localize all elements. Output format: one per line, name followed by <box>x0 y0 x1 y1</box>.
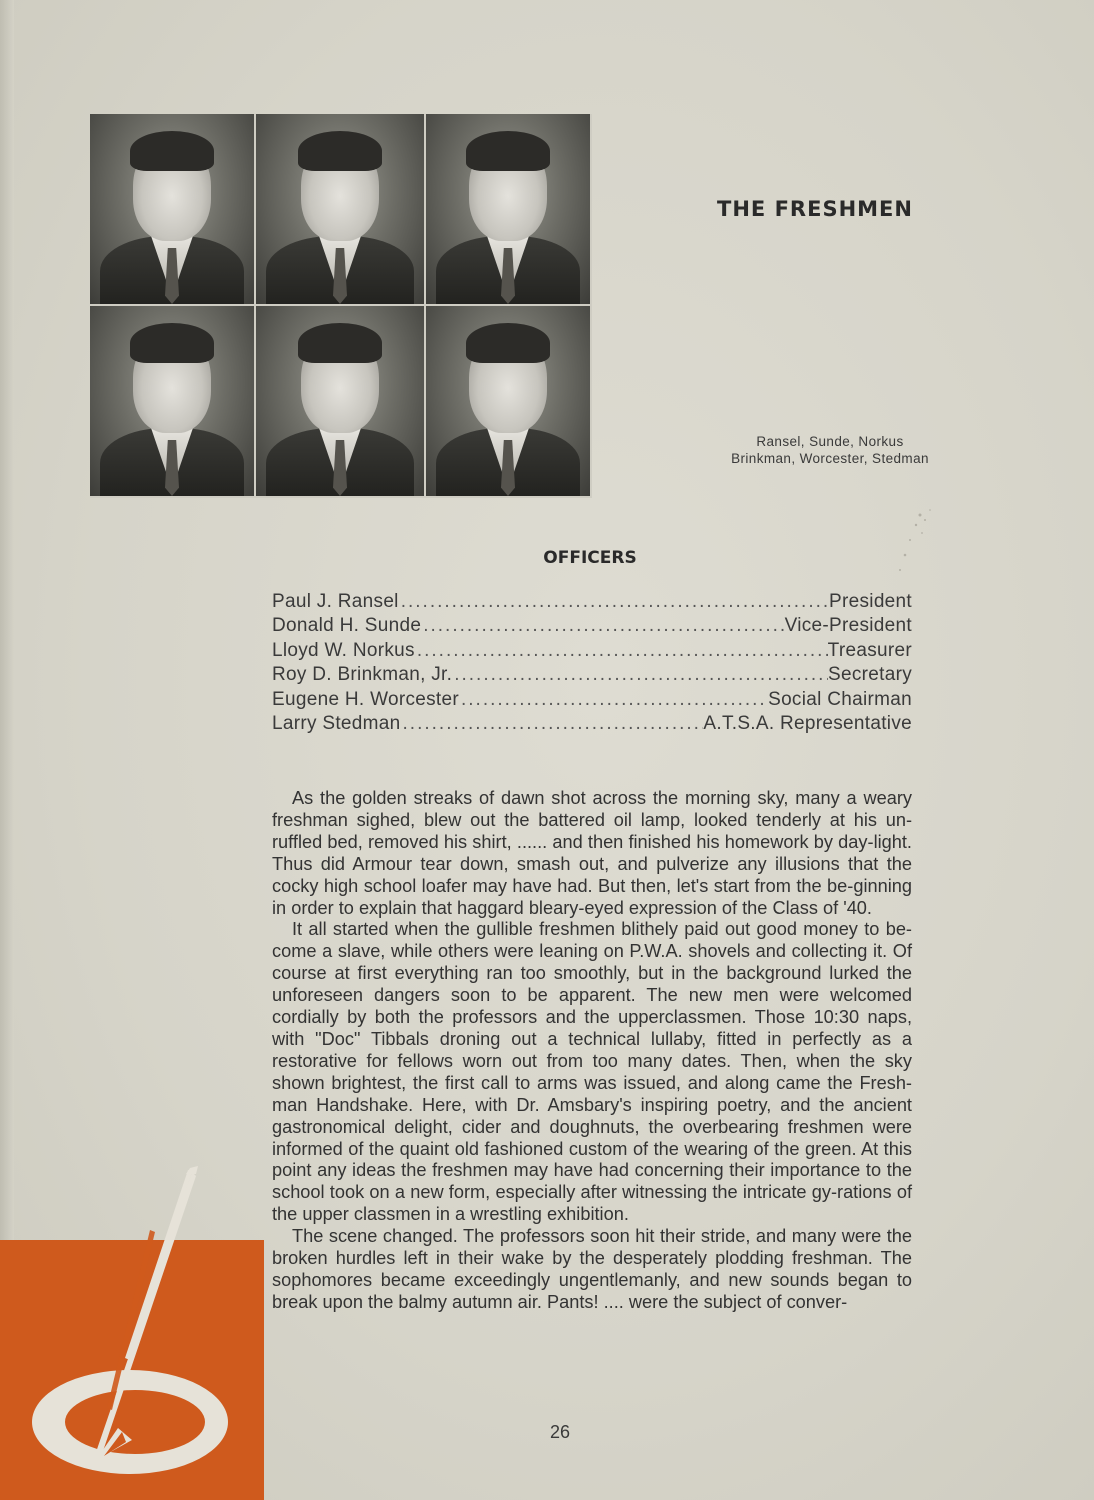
portrait-photo <box>256 114 426 306</box>
officers-list <box>272 590 912 736</box>
body-paragraph: It all started when the gullible freshmen blithely paid out good money to be-come a slave, while others were leaning on P.W.A. shovels and collecting it. Of course at first everything ran too smoothly, but in the background lurked the unforeseen dangers soon to be apparent. The new men were welcomed cordially by both the professors and the upperclassmen. Those 10:30 naps, with "Doc" Tibbals droning out a technical lullaby, fitted in perfectly as a restorative for fellows worn out from too many dates. Then, when the sky shown brightest, the first call to arms was issued, and along came the Fresh-man Handshake. Here, with Dr. Amsbary's inspiring poetry, and the ancient gastronomical delight, cider and doughnuts, the overbearing freshmen were informed of the quaint old fashioned custom of the wearing of the green. At this point any ideas the freshmen may have had concerning their importance to the school took on a new form, especially after witnessing the intricate gy-rations of the upper classmen in a wrestling exhibition. <box>272 919 912 1225</box>
page-title: THE FRESHMEN <box>717 197 913 221</box>
caption-line: Brinkman, Worcester, Stedman <box>731 451 929 466</box>
officer-name: Larry Stedman <box>272 713 401 735</box>
portrait-photo <box>90 306 256 498</box>
freshmen-photo-grid <box>90 114 592 498</box>
page-number: 26 <box>549 1422 571 1442</box>
officer-title: Social Chairman <box>768 688 912 710</box>
officer-row <box>272 688 912 712</box>
dot-leader <box>459 688 768 712</box>
photo-caption <box>715 433 945 467</box>
compass-emblem-icon <box>0 1160 264 1500</box>
dot-leader <box>421 614 784 638</box>
officer-row <box>272 614 912 638</box>
officer-name: Lloyd W. Norkus <box>272 639 415 661</box>
dot-leader <box>452 663 828 687</box>
officer-title: Vice-President <box>784 615 912 637</box>
officer-row <box>272 712 912 736</box>
officer-name: Donald H. Sunde <box>272 615 422 637</box>
officer-row <box>272 663 912 687</box>
officer-row <box>272 590 912 614</box>
paper-speck-decoration <box>880 495 960 585</box>
body-paragraph: The scene changed. The professors soon hit their stride, and many were the broken hurdles left in their wake by the desperately plodding freshman. The sophomores became exceedingly ungentlemanly, and new sounds began to break upon the balmy autumn air. Pants! .... were the subject of conver- <box>272 1226 912 1312</box>
portrait-photo <box>256 306 426 498</box>
officers-heading: OFFICERS <box>543 548 637 568</box>
portrait-photo <box>90 114 256 306</box>
officer-title: Treasurer <box>827 639 912 661</box>
article-body <box>272 788 912 1314</box>
dot-leader <box>401 712 704 736</box>
officer-name: Paul J. Ransel <box>272 591 399 612</box>
portrait-photo <box>426 306 592 498</box>
officer-row <box>272 639 912 663</box>
officer-title: A.T.S.A. Representative <box>703 713 912 735</box>
officer-title: President <box>829 591 912 612</box>
officer-title: Secretary <box>827 664 912 686</box>
dot-leader <box>399 590 829 614</box>
portrait-photo <box>426 114 592 306</box>
caption-line: Ransel, Sunde, Norkus <box>756 434 904 449</box>
officer-name: Roy D. Brinkman, Jr. <box>272 664 453 686</box>
officer-name: Eugene H. Worcester <box>272 688 459 710</box>
dot-leader <box>415 639 828 663</box>
body-paragraph: As the golden streaks of dawn shot across the morning sky, many a weary freshman sighed, blew out the battered oil lamp, looked tenderly at his un-ruffled bed, removed his shirt, ...... and then finished his homework by day-light. Thus did Armour tear down, smash out, and pulverize any illusions that the cocky high school loafer may have had. But then, let's start from the be-ginning in order to explain that haggard bleary-eyed expression of the Class of '40. <box>272 788 912 918</box>
